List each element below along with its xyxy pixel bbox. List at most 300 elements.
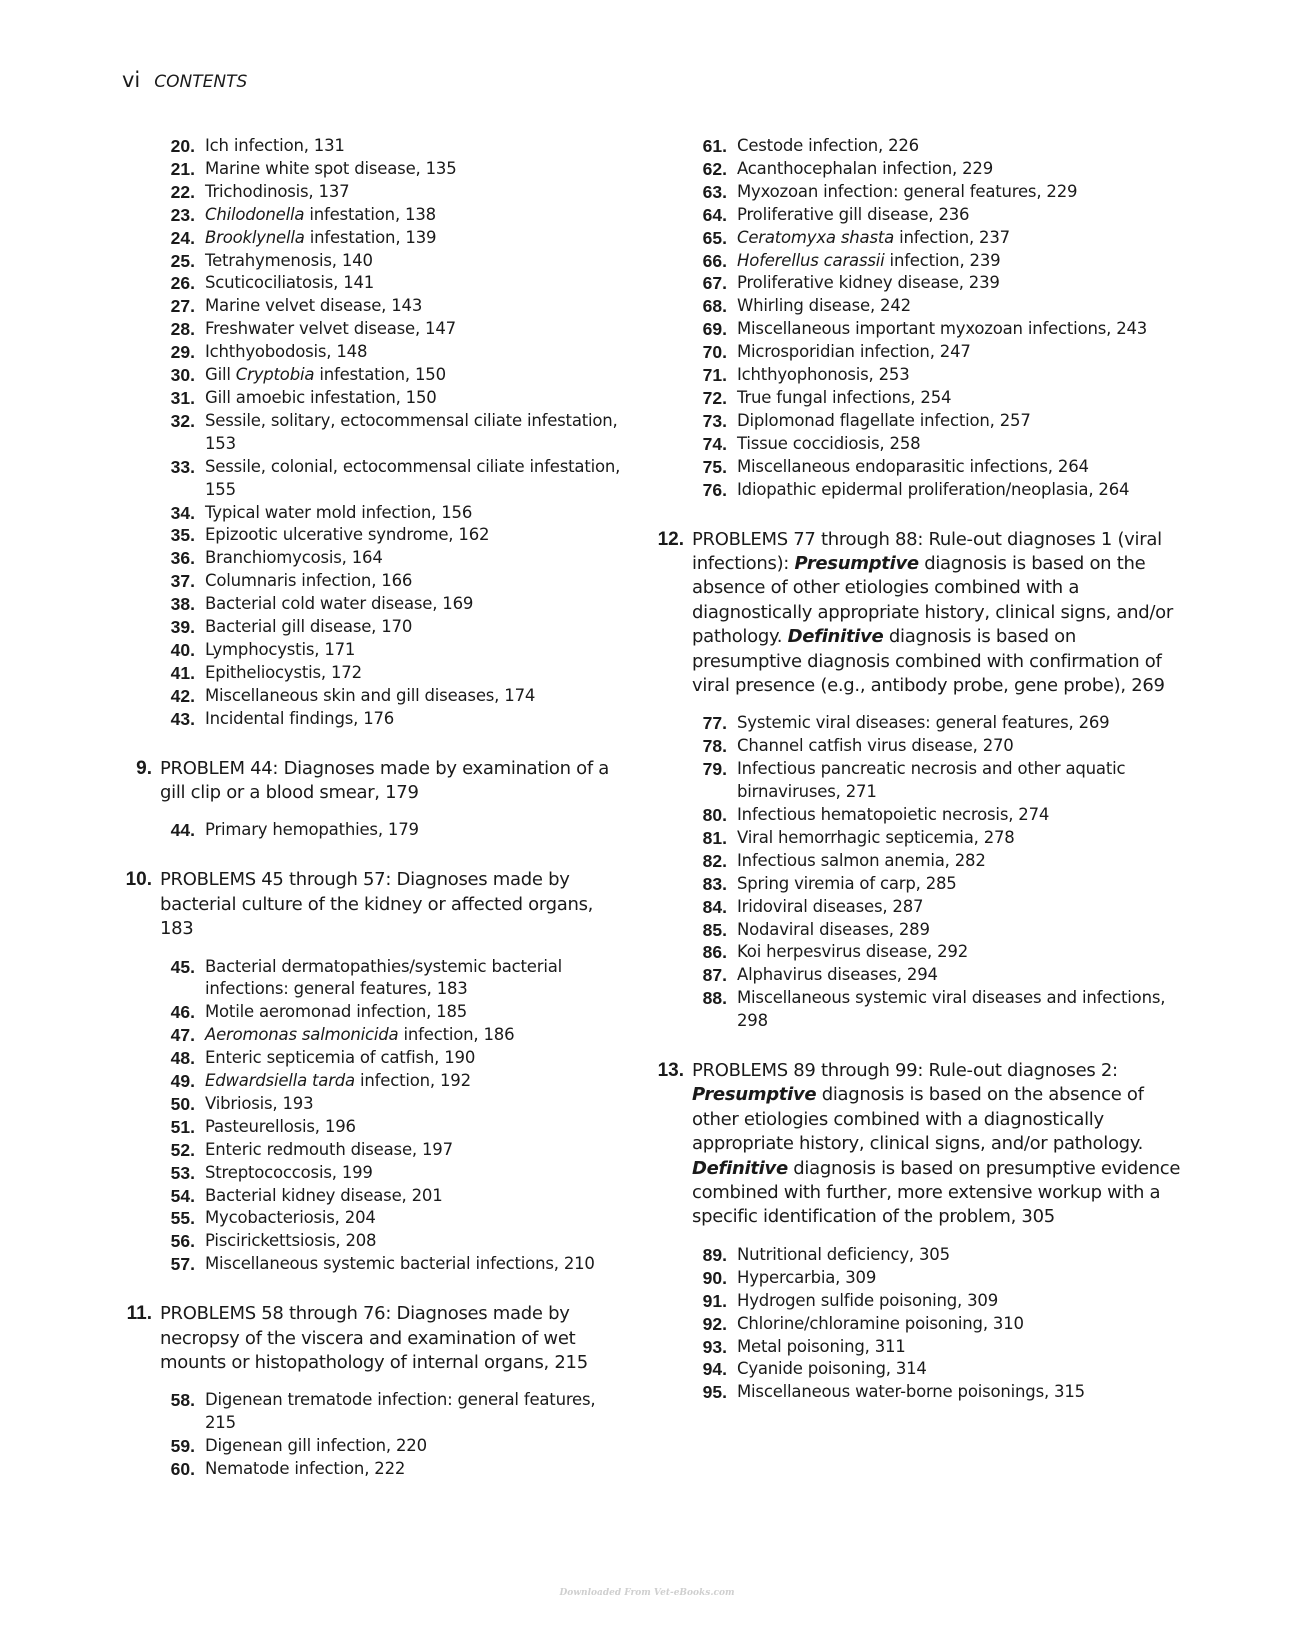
entry-title (737, 272, 1182, 295)
toc-entry (120, 341, 630, 364)
title-text: Spring viremia of carp, 285 (737, 873, 957, 893)
toc-entry (652, 758, 1182, 804)
entry-title (205, 181, 630, 204)
toc-entry (652, 1313, 1182, 1336)
entry-number: 47. (170, 1025, 195, 1046)
title-text: Miscellaneous endoparasitic infections, 264 (737, 456, 1089, 476)
entry-number: 29. (170, 342, 195, 363)
entry-number: 81. (702, 827, 727, 848)
entry-title (205, 387, 630, 410)
title-text: Epitheliocystis, 172 (205, 662, 362, 682)
entry-title (205, 1435, 630, 1458)
entry-title (205, 1116, 630, 1139)
title-text: Pasteurellosis, 196 (205, 1116, 356, 1136)
entry-number: 82. (702, 850, 727, 871)
toc-entry (120, 158, 630, 181)
entry-number: 83. (702, 873, 727, 894)
chapter-heading (652, 528, 1182, 699)
entry-number: 45. (170, 956, 195, 977)
italic-term: Aeromonas salmonicida (205, 1025, 399, 1045)
running-title: CONTENTS (154, 72, 248, 92)
toc-entry (652, 1267, 1182, 1290)
chapter-number: 9. (136, 757, 152, 779)
entry-title (205, 1093, 630, 1116)
entry-title (205, 1139, 630, 1162)
title-text: Microsporidian infection, 247 (737, 342, 971, 362)
page-header (122, 68, 247, 92)
title-text: Enteric septicemia of catfish, 190 (205, 1048, 476, 1068)
entry-number: 38. (170, 594, 195, 615)
title-text: Mycobacteriosis, 204 (205, 1208, 376, 1228)
entry-number: 75. (702, 456, 727, 477)
chapter-title (160, 868, 630, 941)
entry-title (205, 593, 630, 616)
italic-term: Brooklynella (205, 227, 305, 247)
title-text: Epizootic ulcerative syndrome, 162 (205, 525, 490, 545)
toc-entry (120, 1207, 630, 1230)
title-text: Enteric redmouth disease, 197 (205, 1139, 453, 1159)
title-text: Bacterial dermatopathies/systemic bacterial infections: general features, 183 (205, 956, 562, 999)
entry-title (737, 227, 1182, 250)
toc-entry (120, 318, 630, 341)
entry-number: 36. (170, 548, 195, 569)
entry-title (205, 1185, 630, 1208)
chapter-title (160, 757, 630, 806)
toc-entry (120, 295, 630, 318)
entry-number: 39. (170, 617, 195, 638)
title-text: infection, 237 (894, 227, 1010, 247)
toc-right-column (652, 135, 1182, 1404)
title-text: Lymphocystis, 171 (205, 639, 356, 659)
entry-title (737, 456, 1182, 479)
entry-title (205, 158, 630, 181)
entry-title (205, 295, 630, 318)
toc-entry (120, 1162, 630, 1185)
toc-entry (120, 204, 630, 227)
title-text: Gill (205, 365, 236, 385)
chapter-heading (652, 1059, 1182, 1230)
entry-title (205, 1389, 630, 1435)
entry-number: 40. (170, 639, 195, 660)
entry-number: 53. (170, 1162, 195, 1183)
title-text: Bacterial gill disease, 170 (205, 617, 413, 637)
entry-title (205, 708, 630, 731)
entry-title (205, 227, 630, 250)
entry-title (205, 456, 630, 502)
chapter-number: 11. (126, 1303, 152, 1325)
entry-title (737, 987, 1182, 1033)
entry-title (737, 1381, 1182, 1404)
title-text: infestation, 150 (314, 365, 446, 385)
entry-title (737, 964, 1182, 987)
entry-number: 77. (702, 713, 727, 734)
entry-number: 61. (702, 136, 727, 156)
entry-title (205, 1001, 630, 1024)
entry-number: 85. (702, 919, 727, 940)
entry-number: 41. (170, 662, 195, 683)
italic-term: Presumptive (794, 552, 919, 574)
title-text: Nutritional deficiency, 305 (737, 1244, 950, 1264)
watermark: Downloaded From Vet-eBooks.com (559, 1588, 735, 1598)
entry-title (205, 1047, 630, 1070)
title-text: Channel catfish virus disease, 270 (737, 736, 1014, 756)
toc-entry (652, 850, 1182, 873)
entry-number: 70. (702, 342, 727, 363)
entry-title (205, 1458, 630, 1481)
title-text: Acanthocephalan infection, 229 (737, 158, 993, 178)
entry-title (205, 250, 630, 273)
entry-title (205, 502, 630, 525)
entry-title (205, 956, 630, 1002)
toc-entry (120, 819, 630, 842)
toc-entry (120, 1070, 630, 1093)
title-text: Trichodinosis, 137 (205, 181, 350, 201)
title-text: Sessile, colonial, ectocommensal ciliate infestation, 155 (205, 456, 621, 499)
title-text: infestation, 138 (304, 204, 436, 224)
title-text: True fungal infections, 254 (737, 387, 952, 407)
toc-entry (120, 1024, 630, 1047)
chapter-title (692, 528, 1182, 699)
toc-entry (120, 364, 630, 387)
entry-title (737, 387, 1182, 410)
toc-entry (120, 250, 630, 273)
italic-term: Chilodonella (205, 204, 305, 224)
entry-number: 34. (170, 502, 195, 523)
entry-title (737, 1313, 1182, 1336)
entry-title (737, 919, 1182, 942)
toc-entry (652, 410, 1182, 433)
title-text: Ich infection, 131 (205, 136, 345, 155)
toc-entry (120, 135, 630, 158)
title-text: Infectious salmon anemia, 282 (737, 850, 986, 870)
entry-title (205, 547, 630, 570)
title-text: PROBLEMS 89 through 99: Rule-out diagnoses 2: (692, 1060, 1118, 1082)
toc-entry (652, 272, 1182, 295)
entry-title (737, 479, 1182, 502)
entry-title (737, 804, 1182, 827)
page-number: vi (122, 68, 141, 92)
title-text: Sessile, solitary, ectocommensal ciliate infestation, 153 (205, 410, 618, 453)
title-text: Koi herpesvirus disease, 292 (737, 942, 969, 962)
title-text: PROBLEMS 58 through 76: Diagnoses made by necropsy of the viscera and examination of wet mounts or histopathology of internal organs, 215 (160, 1303, 588, 1373)
toc-entry (652, 364, 1182, 387)
toc-entry (652, 735, 1182, 758)
toc-entry (652, 1381, 1182, 1404)
entry-number: 33. (170, 456, 195, 477)
toc-entry (652, 135, 1182, 158)
entry-title (737, 827, 1182, 850)
entry-number: 63. (702, 181, 727, 202)
entry-title (737, 1267, 1182, 1290)
title-text: Marine velvet disease, 143 (205, 296, 423, 316)
chapter-title (160, 1302, 630, 1375)
chapter-number: 13. (657, 1060, 684, 1082)
entry-title (737, 850, 1182, 873)
entry-number: 20. (170, 136, 195, 156)
entry-number: 62. (702, 158, 727, 179)
title-text: Digenean trematode infection: general features, 215 (205, 1390, 596, 1433)
title-text: Ichthyobodosis, 148 (205, 342, 368, 362)
entry-title (205, 135, 630, 158)
entry-number: 79. (702, 759, 727, 780)
toc-entry (120, 181, 630, 204)
toc-entry (120, 1185, 630, 1208)
entry-number: 24. (170, 227, 195, 248)
entry-title (737, 158, 1182, 181)
title-text: Metal poisoning, 311 (737, 1336, 906, 1356)
title-text: diagnosis is based on presumptive diagnosis combined with confirmation of viral presence (e.g., antibody probe, gene probe), 269 (692, 626, 1165, 696)
entry-title (205, 1253, 630, 1276)
entry-title (737, 758, 1182, 804)
title-text: Viral hemorrhagic septicemia, 278 (737, 827, 1015, 847)
entry-number: 56. (170, 1231, 195, 1252)
entry-number: 58. (170, 1390, 195, 1411)
entry-title (205, 1024, 630, 1047)
title-text: Cestode infection, 226 (737, 136, 919, 155)
entry-number: 26. (170, 273, 195, 294)
title-text: Branchiomycosis, 164 (205, 548, 383, 568)
entry-title (737, 735, 1182, 758)
title-text: Miscellaneous water-borne poisonings, 315 (737, 1382, 1085, 1402)
toc-entry (120, 1047, 630, 1070)
entry-number: 27. (170, 296, 195, 317)
title-text: Idiopathic epidermal proliferation/neoplasia, 264 (737, 479, 1130, 499)
entry-number: 35. (170, 525, 195, 546)
entry-number: 95. (702, 1382, 727, 1403)
entry-title (205, 570, 630, 593)
toc-entry (120, 524, 630, 547)
title-text: diagnosis is based on the absence of other etiologies combined with a diagnostically appropriate history, clinical signs, and/or pathology. (692, 1084, 1144, 1155)
toc-entry (652, 941, 1182, 964)
chapter-title (692, 1059, 1182, 1230)
entry-number: 23. (170, 204, 195, 225)
entry-number: 42. (170, 685, 195, 706)
title-text: Ichthyophonosis, 253 (737, 365, 910, 385)
italic-term: Definitive (787, 626, 884, 648)
title-text: Scuticociliatosis, 141 (205, 273, 375, 293)
toc-entry (120, 570, 630, 593)
entry-title (737, 341, 1182, 364)
chapter-number: 12. (657, 528, 684, 550)
toc-entry (120, 410, 630, 456)
toc-entry (652, 896, 1182, 919)
entry-title (737, 250, 1182, 273)
entry-title (205, 410, 630, 456)
entry-number: 64. (702, 204, 727, 225)
entry-number: 28. (170, 319, 195, 340)
title-text: Proliferative kidney disease, 239 (737, 273, 1000, 293)
toc-entry (120, 1139, 630, 1162)
entry-title (737, 181, 1182, 204)
title-text: Diplomonad flagellate infection, 257 (737, 410, 1031, 430)
toc-entry (120, 956, 630, 1002)
entry-number: 46. (170, 1002, 195, 1023)
italic-term: Definitive (692, 1157, 788, 1179)
toc-entry (652, 295, 1182, 318)
entry-number: 90. (702, 1267, 727, 1288)
entry-number: 30. (170, 365, 195, 386)
entry-title (737, 1290, 1182, 1313)
title-text: Piscirickettsiosis, 208 (205, 1231, 377, 1251)
entry-title (737, 295, 1182, 318)
title-text: Iridoviral diseases, 287 (737, 896, 924, 916)
italic-term: Edwardsiella tarda (205, 1071, 355, 1091)
entry-number: 37. (170, 571, 195, 592)
toc-entry (652, 873, 1182, 896)
toc-entry (120, 1253, 630, 1276)
toc-entry (652, 964, 1182, 987)
toc-entry (652, 456, 1182, 479)
toc-entry (652, 479, 1182, 502)
entry-title (205, 1207, 630, 1230)
title-text: Nematode infection, 222 (205, 1459, 406, 1479)
title-text: Marine white spot disease, 135 (205, 158, 457, 178)
title-text: Bacterial kidney disease, 201 (205, 1185, 443, 1205)
entry-number: 76. (702, 479, 727, 500)
entry-number: 54. (170, 1185, 195, 1206)
entry-title (737, 896, 1182, 919)
toc-entry (652, 158, 1182, 181)
entry-number: 57. (170, 1254, 195, 1275)
entry-number: 25. (170, 250, 195, 271)
entry-title (205, 662, 630, 685)
entry-title (205, 524, 630, 547)
toc-entry (120, 502, 630, 525)
title-text: Miscellaneous skin and gill diseases, 174 (205, 685, 536, 705)
entry-number: 67. (702, 273, 727, 294)
toc-entry (120, 1435, 630, 1458)
entry-title (205, 318, 630, 341)
toc-entry (652, 181, 1182, 204)
chapter-heading (120, 757, 630, 806)
title-text: Hypercarbia, 309 (737, 1267, 877, 1287)
entry-title (737, 873, 1182, 896)
entry-number: 92. (702, 1313, 727, 1334)
entry-title (737, 318, 1182, 341)
toc-entry (120, 616, 630, 639)
entry-title (737, 204, 1182, 227)
title-text: PROBLEMS 77 through 88: Rule-out diagnoses 1 (viral infections): (692, 528, 1162, 574)
entry-number: 73. (702, 410, 727, 431)
toc-entry (652, 1290, 1182, 1313)
toc-entry (652, 1358, 1182, 1381)
toc-entry (120, 593, 630, 616)
chapter-number: 10. (125, 869, 152, 891)
entry-number: 51. (170, 1116, 195, 1137)
entry-number: 91. (702, 1290, 727, 1311)
toc-entry (120, 662, 630, 685)
toc-entry (120, 456, 630, 502)
entry-number: 89. (702, 1244, 727, 1265)
toc-entry (120, 1230, 630, 1253)
entry-number: 60. (170, 1459, 195, 1480)
entry-title (737, 941, 1182, 964)
title-text: Cyanide poisoning, 314 (737, 1359, 927, 1379)
entry-title (205, 616, 630, 639)
toc-left-column (120, 135, 630, 1481)
title-text: Bacterial cold water disease, 169 (205, 594, 474, 614)
title-text: Systemic viral diseases: general features, 269 (737, 713, 1110, 733)
toc-entry (120, 1001, 630, 1024)
toc-entry (120, 547, 630, 570)
entry-title (205, 639, 630, 662)
entry-title (737, 410, 1182, 433)
entry-number: 49. (170, 1071, 195, 1092)
entry-title (205, 1070, 630, 1093)
entry-number: 55. (170, 1208, 195, 1229)
toc-entry (652, 804, 1182, 827)
entry-number: 78. (702, 736, 727, 757)
entry-number: 31. (170, 387, 195, 408)
title-text: Streptococcosis, 199 (205, 1162, 373, 1182)
title-text: infestation, 139 (304, 227, 437, 247)
entry-title (737, 364, 1182, 387)
title-text: Whirling disease, 242 (737, 296, 911, 316)
toc-entry (120, 685, 630, 708)
italic-term: Ceratomyxa shasta (737, 227, 895, 247)
entry-number: 32. (170, 410, 195, 431)
title-text: Vibriosis, 193 (205, 1093, 314, 1113)
toc-entry (652, 433, 1182, 456)
title-text: Infectious pancreatic necrosis and other aquatic birnaviruses, 271 (737, 759, 1126, 802)
toc-entry (120, 1093, 630, 1116)
entry-number: 93. (702, 1336, 727, 1357)
title-text: Alphavirus diseases, 294 (737, 965, 938, 985)
toc-entry (652, 712, 1182, 735)
toc-entry (120, 639, 630, 662)
entry-title (205, 685, 630, 708)
title-text: diagnosis is based on the absence of other etiologies combined with a diagnostically appropriate history, clinical signs, and/or pathology. (692, 552, 1173, 648)
title-text: Columnaris infection, 166 (205, 571, 413, 591)
title-text: Typical water mold infection, 156 (205, 502, 473, 522)
toc-entry (652, 204, 1182, 227)
entry-number: 21. (170, 158, 195, 179)
toc-entry (120, 387, 630, 410)
toc-entry (120, 1458, 630, 1481)
entry-number: 65. (702, 227, 727, 248)
entry-number: 50. (170, 1093, 195, 1114)
entry-title (737, 1358, 1182, 1381)
title-text: Myxozoan infection: general features, 229 (737, 181, 1078, 201)
title-text: Miscellaneous systemic bacterial infections, 210 (205, 1254, 595, 1274)
entry-number: 44. (170, 820, 195, 841)
title-text: Gill amoebic infestation, 150 (205, 387, 437, 407)
toc-entry (120, 1116, 630, 1139)
title-text: infection, 186 (398, 1025, 515, 1045)
toc-entry (120, 227, 630, 250)
entry-title (737, 712, 1182, 735)
entry-number: 88. (702, 988, 727, 1009)
entry-number: 72. (702, 387, 727, 408)
toc-entry (120, 1389, 630, 1435)
italic-term: Presumptive (692, 1084, 817, 1106)
entry-number: 80. (702, 804, 727, 825)
toc-entry (120, 708, 630, 731)
entry-number: 43. (170, 708, 195, 729)
entry-number: 87. (702, 965, 727, 986)
toc-entry (652, 227, 1182, 250)
entry-number: 68. (702, 296, 727, 317)
italic-term: Cryptobia (235, 365, 315, 385)
entry-title (737, 135, 1182, 158)
title-text: Incidental findings, 176 (205, 708, 395, 728)
title-text: Motile aeromonad infection, 185 (205, 1002, 468, 1022)
entry-title (205, 204, 630, 227)
toc-entry (652, 987, 1182, 1033)
entry-number: 94. (702, 1359, 727, 1380)
title-text: Proliferative gill disease, 236 (737, 204, 970, 224)
entry-number: 71. (702, 365, 727, 386)
